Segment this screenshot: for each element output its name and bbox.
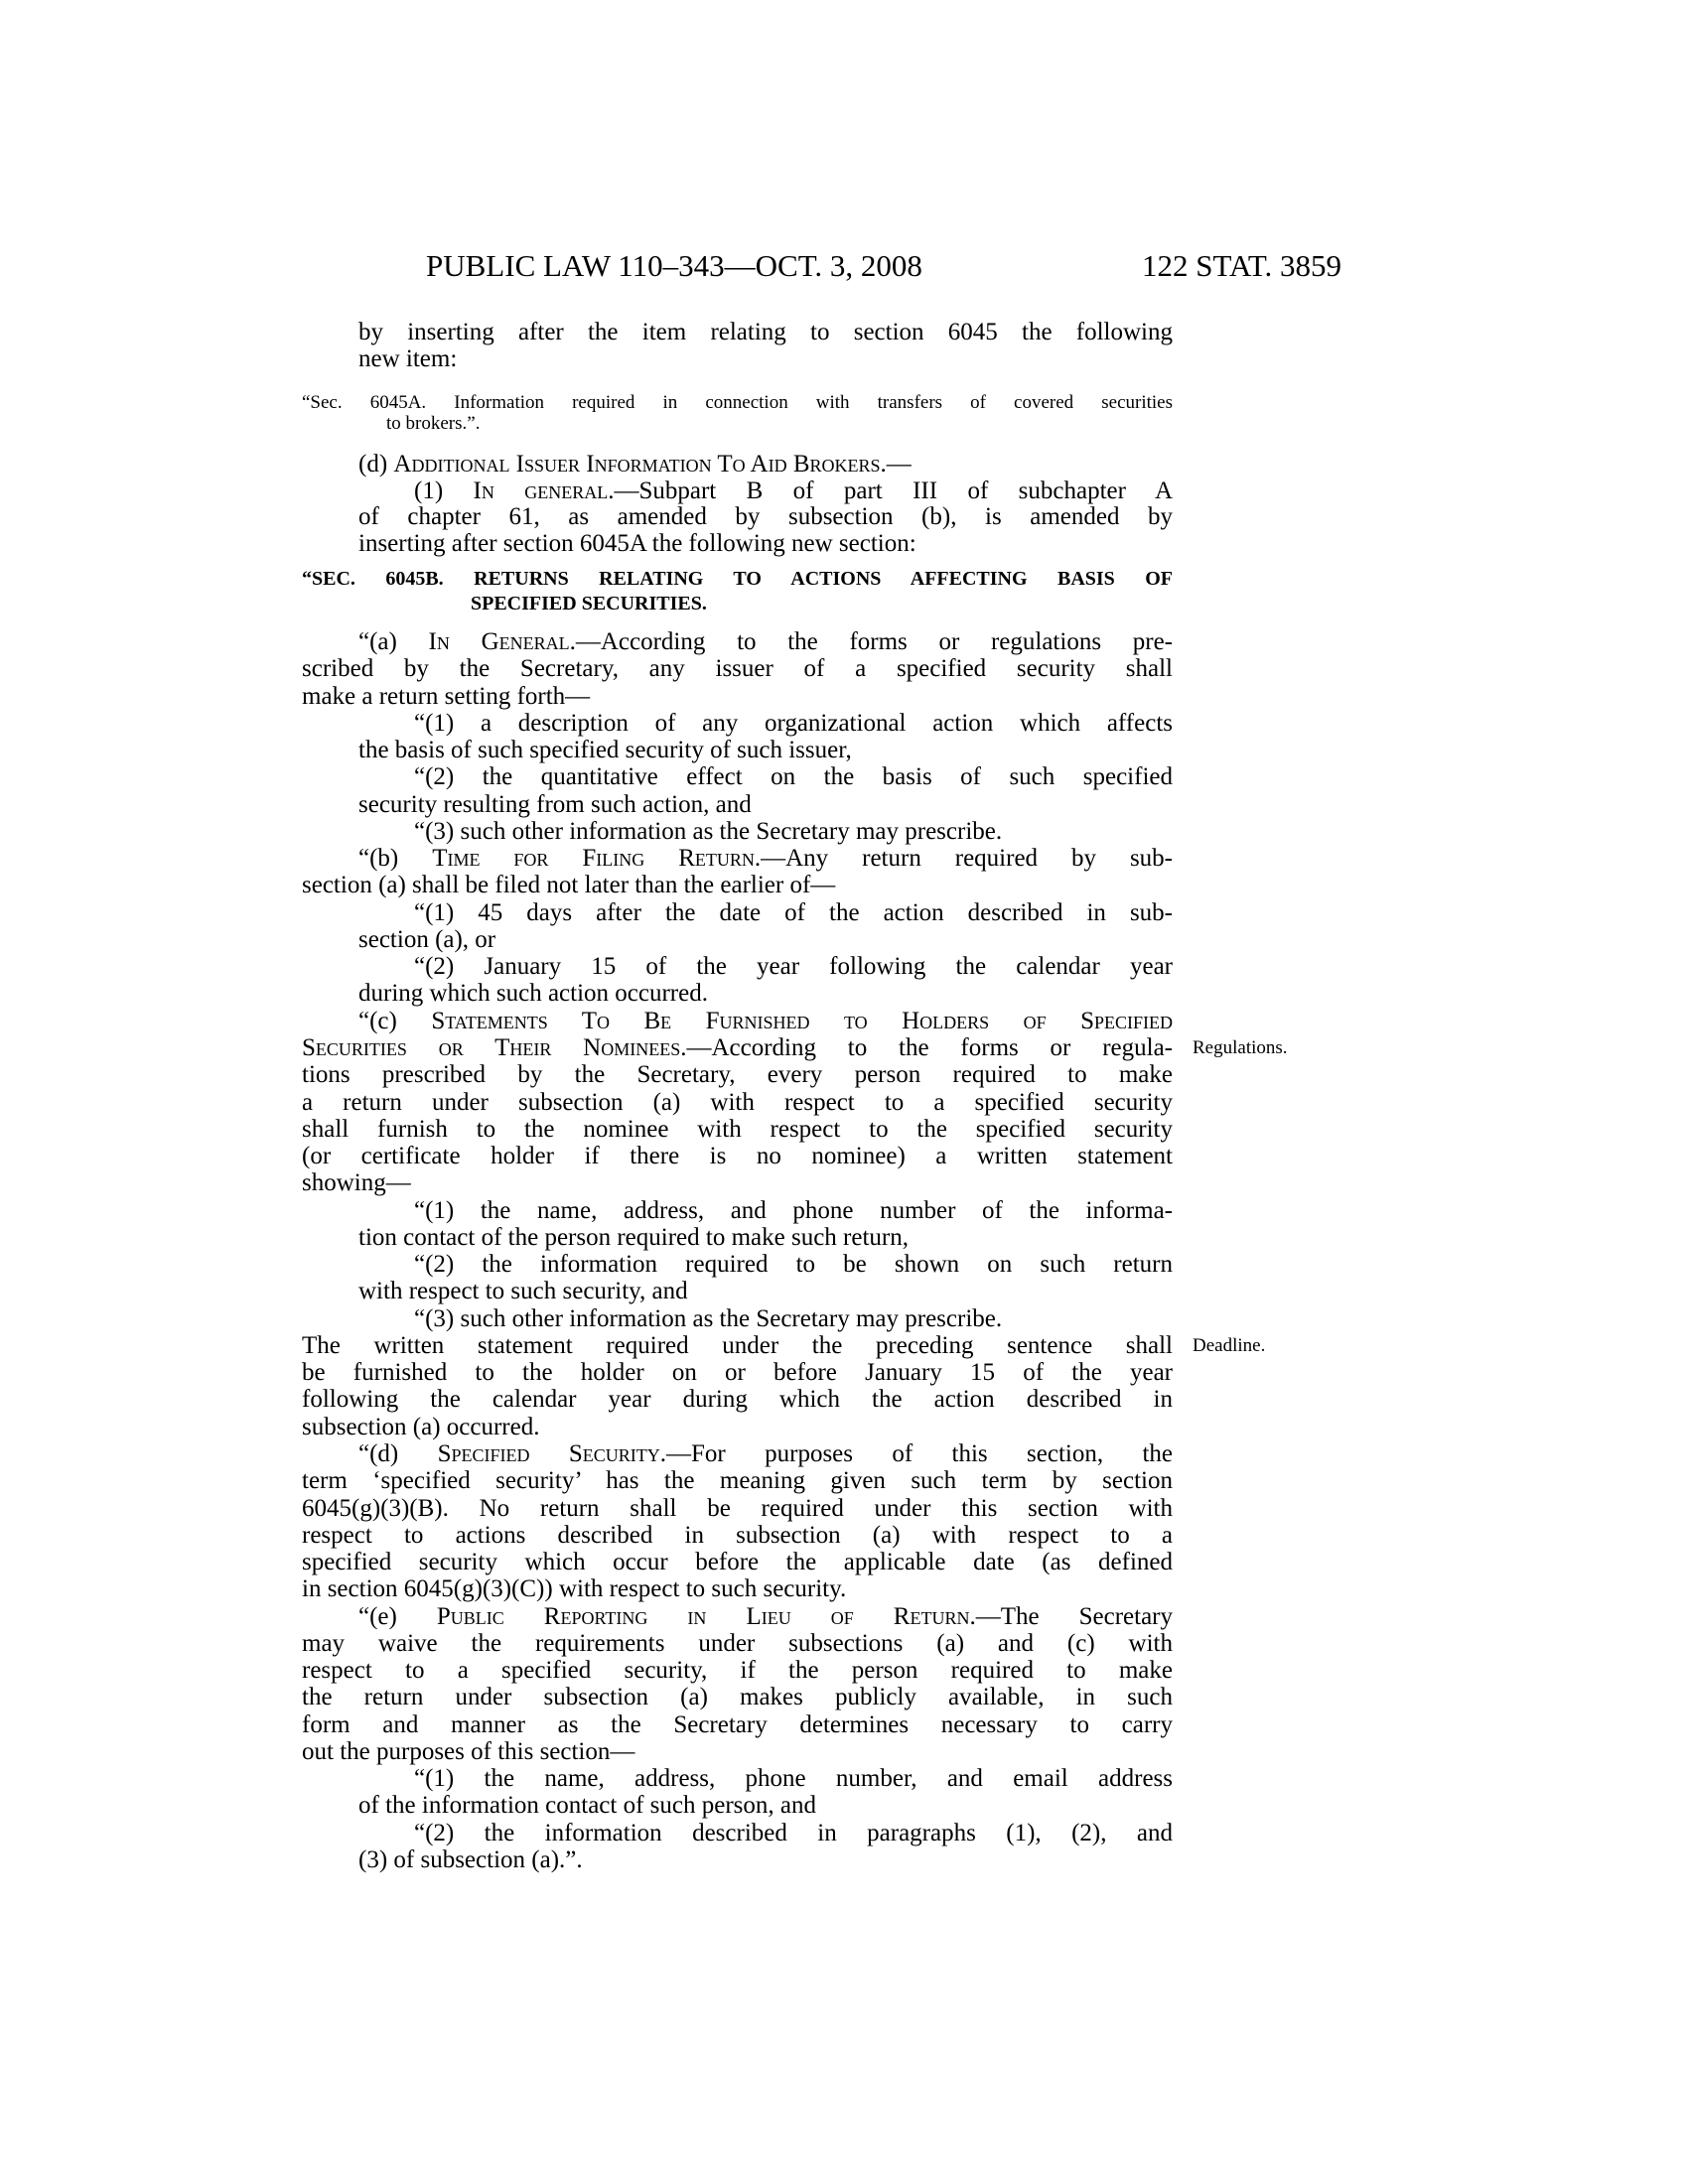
paragraph: [0, 451, 1688, 478]
running-header-title: PUBLIC LAW 110–343—OCT. 3, 2008: [426, 248, 922, 283]
section-heading: [0, 567, 1688, 616]
text-line: following the calendar year during which the action described in: [302, 1386, 1173, 1414]
text-line: may waive the requirements under subsections (a) and (c) with: [302, 1629, 1173, 1657]
paragraph: [0, 1765, 1688, 1820]
text-line: by inserting after the item relating to section 6045 the following: [358, 319, 1173, 345]
subsection-heading: Time for Filing Return: [432, 845, 755, 873]
margin-note: Deadline.: [1193, 1334, 1266, 1356]
text-line: section (a) shall be filed not later than the earlier of—: [302, 872, 836, 899]
text-segment: “(a): [358, 628, 429, 655]
text-line: of chapter 61, as amended by subsection (b), is amended by: [358, 503, 1173, 530]
text-line: SPECIFIED SECURITIES.: [471, 593, 707, 614]
subsection-heading: Securities or Their Nominees: [302, 1033, 681, 1061]
text-line-row: [0, 710, 1688, 737]
text-line-row: [0, 1820, 1688, 1846]
subsection-heading: In general: [473, 477, 609, 504]
paragraph: [0, 845, 1688, 899]
paragraph: [0, 567, 1688, 616]
text-line: security resulting from such action, and: [358, 790, 752, 818]
text-line-row: [0, 737, 1688, 763]
text-line-row: [0, 1332, 1688, 1359]
paragraph: [0, 478, 1688, 557]
text-line: 6045(g)(3)(B). No return shall be required under this section with: [302, 1494, 1173, 1522]
running-header-stat-page: 122 STAT. 3859: [1142, 248, 1342, 283]
text-line-row: [0, 1008, 1688, 1034]
text-segment: .—Subpart B of part III of subchapter A: [608, 477, 1173, 504]
text-segment: (1): [414, 477, 474, 504]
text-line-row: [0, 1251, 1688, 1278]
text-line-row: [0, 899, 1688, 926]
paragraph: [0, 899, 1688, 954]
text-line-row: [0, 683, 1688, 710]
text-line: [358, 845, 1173, 872]
text-line-row: [0, 1630, 1688, 1657]
text-line: respect to actions described in subsection (a) with respect to a: [302, 1521, 1173, 1549]
text-line-row: [0, 1116, 1688, 1143]
text-line-row: [0, 1467, 1688, 1494]
text-line-row: [0, 1386, 1688, 1413]
text-line: inserting after section 6045A the following new section:: [358, 529, 916, 557]
text-line-row: [0, 1765, 1688, 1792]
paragraph: [0, 1197, 1688, 1252]
text-line: (3) of subsection (a).”.: [358, 1845, 583, 1873]
text-line-row: [0, 592, 1688, 616]
text-segment: .—Any return required by sub-: [754, 845, 1173, 873]
text-line: during which such action occurred.: [358, 980, 708, 1008]
text-line: tion contact of the person required to make such return,: [358, 1223, 909, 1251]
text-line-row: [0, 451, 1688, 478]
text-segment: “(d): [358, 1439, 438, 1467]
text-line: form and manner as the Secretary determines necessary to carry: [302, 1710, 1173, 1738]
text-line: section (a), or: [358, 925, 496, 953]
text-line: of the information contact of such person, and: [358, 1792, 816, 1820]
text-segment: .—For purposes of this section, the: [659, 1439, 1173, 1467]
text-line-row: [0, 845, 1688, 872]
text-line-row: [0, 530, 1688, 557]
text-line: make a return setting forth—: [302, 682, 591, 710]
text-line-row: [0, 1549, 1688, 1575]
text-line-row: [0, 1440, 1688, 1467]
text-line-row: [0, 1305, 1688, 1332]
text-line: “(3) such other information as the Secretary may prescribe.: [414, 817, 1003, 845]
paragraph: [0, 953, 1688, 1008]
text-line: “(1) 45 days after the date of the action described in sub-: [414, 898, 1173, 926]
paragraph: [0, 628, 1688, 710]
paragraph: [0, 319, 1688, 372]
text-line-row: [0, 1414, 1688, 1440]
text-line: in section 6045(g)(3)(C)) with respect to such security.: [302, 1575, 847, 1603]
paragraph: [0, 1603, 1688, 1766]
text-line: “(2) the information described in paragraphs (1), (2), and: [414, 1819, 1173, 1846]
text-line-row: [0, 791, 1688, 818]
text-segment: .—: [880, 451, 912, 478]
text-line: [358, 1008, 1173, 1034]
text-line-row: [0, 413, 1688, 434]
text-line-row: [0, 980, 1688, 1007]
text-line-row: [0, 1089, 1688, 1116]
text-line: “(1) the name, address, and phone number of the informa-: [414, 1196, 1173, 1224]
subsection-heading: In General: [428, 628, 570, 655]
text-line: [358, 1603, 1173, 1630]
paragraph: [0, 392, 1688, 434]
text-line: “SEC. 6045B. RETURNS RELATING TO ACTIONS AFFECTING BASIS OF: [302, 568, 1173, 590]
subsection-heading: Specified Security: [437, 1439, 660, 1467]
table-of-sections-item: [0, 392, 1688, 434]
text-line-row: [0, 1278, 1688, 1304]
paragraph: [0, 710, 1688, 764]
text-segment: .—The Secretary: [969, 1602, 1173, 1630]
text-line: “(1) the name, address, phone number, and email address: [414, 1765, 1173, 1793]
text-line-row: [0, 1169, 1688, 1196]
text-line-row: [0, 1522, 1688, 1549]
text-segment: “(b): [358, 845, 433, 873]
text-line-row: [0, 1495, 1688, 1522]
text-line: a return under subsection (a) with respect to a specified security: [302, 1088, 1173, 1116]
text-line-row: [0, 1061, 1688, 1088]
text-line-row: [0, 1034, 1688, 1061]
text-line: specified security which occur before the applicable date (as defined: [302, 1549, 1173, 1576]
paragraph: [0, 1251, 1688, 1305]
text-line: [302, 1332, 1173, 1359]
text-line-row: [0, 1684, 1688, 1710]
text-line-row: [0, 392, 1688, 413]
text-line: (or certificate holder if there is no nominee) a written statement: [302, 1143, 1173, 1170]
text-line: new item:: [358, 345, 458, 372]
text-line: term ‘specified security’ has the meaning given such term by section: [302, 1467, 1173, 1495]
text-line: “(2) the information required to be shown on such return: [414, 1251, 1173, 1279]
text-line-row: [0, 1738, 1688, 1765]
section-body: [0, 628, 1688, 1873]
text-line: with respect to such security, and: [358, 1278, 688, 1305]
text-line: out the purposes of this section—: [302, 1737, 635, 1765]
text-line: [358, 1440, 1173, 1467]
text-line-row: [0, 1603, 1688, 1630]
paragraph: [0, 818, 1688, 845]
text-line-row: [0, 1846, 1688, 1873]
lead-text: [0, 319, 1688, 372]
text-line: “(1) a description of any organizational action which affects: [414, 709, 1173, 737]
text-segment: “(e): [358, 1602, 437, 1630]
subsection-heading: Additional Issuer Information To Aid Brokers: [393, 451, 881, 478]
paragraph: [0, 1305, 1688, 1332]
text-line: “Sec. 6045A. Information required in connection with transfers of covered securities: [302, 392, 1173, 413]
subsection-heading: Public Reporting in Lieu of Return: [436, 1602, 970, 1630]
text-line-row: [0, 1224, 1688, 1251]
text-line: scribed by the Secretary, any issuer of a specified security shall: [302, 655, 1173, 683]
paragraph: [0, 1008, 1688, 1197]
text-line: to brokers.”.: [386, 413, 481, 434]
text-line-row: [0, 628, 1688, 655]
text-segment: .—According to the forms or regula-: [680, 1033, 1173, 1061]
text-line-row: [0, 1359, 1688, 1386]
text-line-row: [0, 818, 1688, 845]
text-line-row: [0, 1197, 1688, 1224]
text-line-row: [0, 567, 1688, 592]
text-line-row: [0, 1711, 1688, 1738]
text-line: [302, 1034, 1173, 1061]
text-line-row: [0, 345, 1688, 372]
text-line-row: [0, 1657, 1688, 1684]
text-line: the basis of such specified security of such issuer,: [358, 737, 852, 764]
paragraph: [0, 1820, 1688, 1874]
paragraph: [0, 1332, 1688, 1440]
text-line: shall furnish to the nominee with respect to the specified security: [302, 1115, 1173, 1143]
text-line: “(2) the quantitative effect on the basis of such specified: [414, 763, 1173, 791]
text-line-row: [0, 1143, 1688, 1169]
text-line-row: [0, 503, 1688, 530]
margin-note: Regulations.: [1193, 1036, 1288, 1058]
text-line-row: [0, 319, 1688, 345]
text-line: tions prescribed by the Secretary, every person required to make: [302, 1061, 1173, 1089]
text-line: showing—: [302, 1169, 411, 1197]
text-segment: .—According to the forms or regulations pre-: [569, 628, 1173, 655]
paragraph: [0, 763, 1688, 818]
text-line: [358, 451, 1173, 478]
text-line: [414, 478, 1173, 504]
paragraph: [0, 1440, 1688, 1603]
text-line: be furnished to the holder on or before January 15 of the year: [302, 1359, 1173, 1387]
text-line-row: [0, 478, 1688, 504]
text-line: subsection (a) occurred.: [302, 1413, 540, 1440]
text-segment: “(c): [358, 1007, 432, 1034]
text-line: the return under subsection (a) makes publicly available, in such: [302, 1684, 1173, 1711]
text-line-row: [0, 953, 1688, 980]
text-line-row: [0, 1792, 1688, 1819]
text-line-row: [0, 763, 1688, 790]
text-line-row: [0, 655, 1688, 682]
text-segment: (d): [358, 451, 394, 478]
text-line: “(2) January 15 of the year following the calendar year: [414, 953, 1173, 981]
text-line-row: [0, 1575, 1688, 1602]
subsection-d-amendment: [0, 451, 1688, 556]
text-line-row: [0, 926, 1688, 953]
text-segment: The written statement required under the preceding sentence shall: [302, 1331, 1173, 1359]
text-line: “(3) such other information as the Secretary may prescribe.: [414, 1304, 1003, 1332]
text-line-row: [0, 872, 1688, 898]
subsection-heading: Statements To Be Furnished to Holders of Specified: [431, 1007, 1174, 1034]
text-line: respect to a specified security, if the person required to make: [302, 1657, 1173, 1685]
text-line: [358, 628, 1173, 655]
